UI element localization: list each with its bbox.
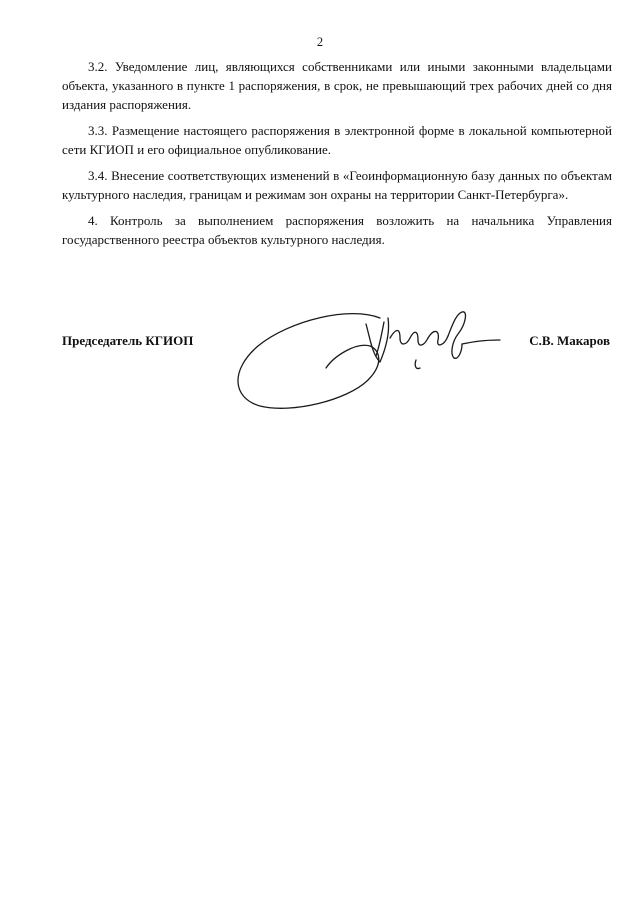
paragraph-3-4: 3.4. Внесение соответствующих изменений в «Геоинформационную базу данных по объектам культурного наследия, границам и режимам зон охраны на территории Санкт-Петербурга». [62,168,612,202]
signer-name: С.В. Макаров [529,333,610,348]
signer-title: Председатель КГИОП [62,333,194,348]
document-body [62,57,612,256]
page-number: 2 [316,35,324,49]
signature-block [62,333,612,353]
paragraph-3-3: 3.3. Размещение настоящего распоряжения в электронной форме в локальной компьютерной сети КГИОП и его официальное опубликование. [62,123,612,157]
paragraph-4: 4. Контроль за выполнением распоряжения возложить на начальника Управления государственного реестра объектов культурного наследия. [62,213,612,247]
handwritten-signature [230,298,510,413]
paragraph-3-2: 3.2. Уведомление лиц, являющихся собственниками или иными законными владельцами объекта, указанного в пункте 1 распоряжения, в срок, не превышающий трех рабочих дней со дня издания распоряжения. [62,59,612,112]
